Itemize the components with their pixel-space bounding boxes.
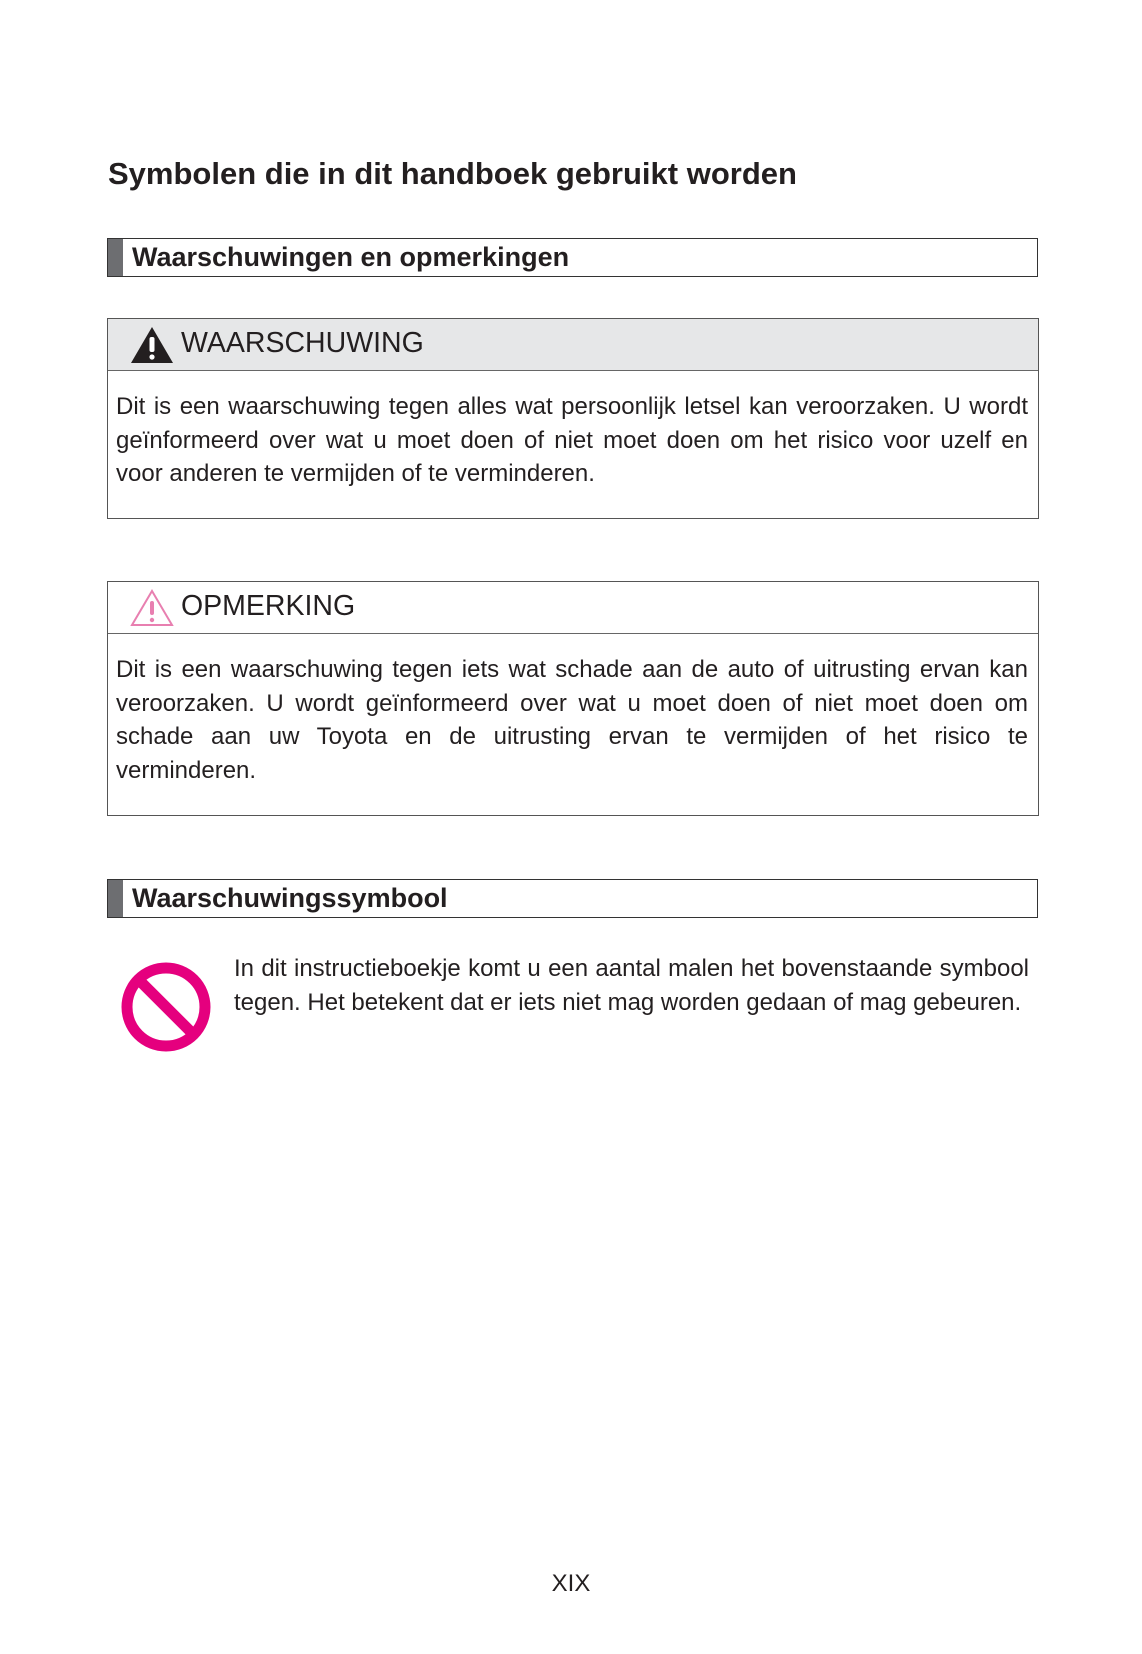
caution-triangle-icon: [130, 589, 174, 627]
warning-header: [108, 319, 1038, 371]
notice-text: Dit is een waarschuwing tegen iets wat schade aan de auto of uitrusting ervan kan veroorzaken. U wordt geïnformeerd over wat u moet doen of niet moet doen om schade aan uw Toyota en de uitrusting ervan te vermijden of het risico te verminderen.: [116, 656, 1028, 784]
page-title: Symbolen die in dit handboek gebruikt worden: [108, 156, 797, 191]
symbol-description: In dit instructieboekje komt u een aantal malen het bovenstaande symbool tegen. Het betekent dat er iets niet mag worden gedaan of mag gebeuren.: [234, 955, 1029, 1016]
heading-bar: [108, 239, 123, 276]
prohibition-icon: [120, 961, 212, 1053]
warning-triangle-icon: [130, 326, 174, 364]
notice-header: [108, 582, 1038, 634]
section-heading-label: Waarschuwingen en opmerkingen: [132, 242, 570, 272]
warning-label: WAARSCHUWING: [181, 327, 424, 359]
section-heading-label: Waarschuwingssymbool: [132, 883, 448, 913]
warning-box: [107, 318, 1039, 519]
notice-label: OPMERKING: [181, 590, 356, 622]
heading-bar: [108, 880, 123, 917]
warning-text: Dit is een waarschuwing tegen alles wat persoonlijk letsel kan veroorzaken. U wordt geïnformeerd over wat u moet doen of niet moet doen om het risico voor uzelf en voor anderen te vermijden of te verminderen.: [116, 393, 1028, 487]
section-heading-warnings: [107, 238, 1038, 277]
page-number: XIX: [551, 1570, 591, 1597]
section-heading-symbol: [107, 879, 1038, 918]
notice-box: [107, 581, 1039, 816]
